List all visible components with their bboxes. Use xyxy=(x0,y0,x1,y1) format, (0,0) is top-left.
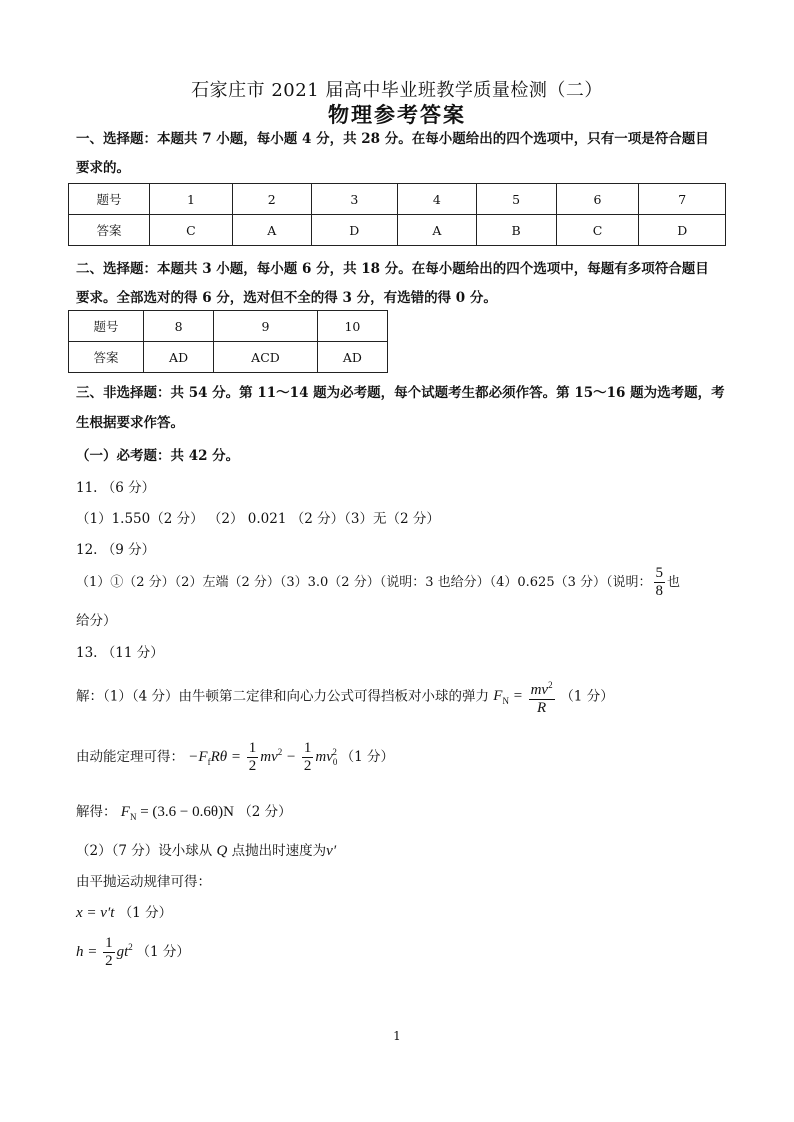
q13-solution-line1 xyxy=(76,677,614,717)
answer-cell: D xyxy=(311,215,397,246)
result-expression: = (3.6 − 0.6θ)N xyxy=(140,804,234,820)
question-number-cell: 2 xyxy=(232,184,311,215)
table-row xyxy=(69,342,388,373)
q12-answer-text: （1）①（2 分）（2）左端（2 分）（3）3.0（2 分）（说明：3 也给分）（4）0.625（3 分）（说明： xyxy=(76,575,652,590)
q13-heading: 13. （11 分） xyxy=(76,645,164,661)
point-q-symbol: Q xyxy=(216,843,228,859)
table-header-cell: 答案 xyxy=(69,215,150,246)
answer-cell: C xyxy=(150,215,233,246)
question-number-cell: 5 xyxy=(476,184,556,215)
q13-l7-score: （1 分） xyxy=(136,943,190,960)
fraction-numerator: $mv^2$ xyxy=(529,677,555,700)
table-header-cell: 题号 xyxy=(69,184,150,215)
table-header-cell: 答案 xyxy=(69,342,144,373)
section2-answer-table xyxy=(68,310,388,373)
question-number-cell: 8 xyxy=(144,311,214,342)
q11-answer: （1）1.550（2 分） （2） 0.021 （2 分）（3）无（2 分） xyxy=(76,511,440,527)
answer-cell: A xyxy=(398,215,477,246)
fraction-one-half: $\frac{1}{2}$ xyxy=(248,740,257,774)
normal-force-formula: $F_N$ = $\frac{mv^2}{R}$ xyxy=(493,688,560,704)
section1-instruction-line1: 一、选择题：本题共 7 小题，每小题 4 分，共 28 分。在每小题给出的四个选项中，只有一项是符合题目 xyxy=(76,131,709,147)
answer-cell: C xyxy=(556,215,639,246)
table-row xyxy=(69,311,388,342)
question-number-cell: 1 xyxy=(150,184,233,215)
q13-solution-line4 xyxy=(76,839,336,860)
q13-solution-line2 xyxy=(76,740,394,775)
fraction-one-half: $\frac{1}{2}$ xyxy=(303,740,312,774)
page-number: 1 xyxy=(393,1029,401,1043)
question-number-cell: 3 xyxy=(311,184,397,215)
question-number-cell: 10 xyxy=(317,311,387,342)
fraction-denominator: 8 xyxy=(655,583,663,599)
table-row xyxy=(69,184,726,215)
section3-instruction-line1: 三、非选择题：共 54 分。第 11～14 题为必考题，每个试题考生都必须作答。第 15～16 题为选考题，考 xyxy=(76,385,725,401)
answer-cell: AD xyxy=(144,342,214,373)
q12-answer-line2: 给分） xyxy=(76,613,117,629)
q13-l1-score: （1 分） xyxy=(560,688,614,705)
numerator-mv: mv xyxy=(530,682,549,698)
fraction-mv2-over-r xyxy=(529,677,555,717)
fraction-denominator: R xyxy=(536,700,547,716)
section2-instruction-line2: 要求。全部选对的得 6 分，选对但不全的得 3 分，有选错的得 0 分。 xyxy=(76,290,497,306)
section3-instruction-line2: 生根据要求作答。 xyxy=(76,415,184,431)
section3-required-heading: （一）必考题：共 42 分。 xyxy=(76,448,240,464)
section2-instruction-line1: 二、选择题：本题共 3 小题，每小题 6 分，共 18 分。在每小题给出的四个选项中，每题有多项符合题目 xyxy=(76,261,709,277)
q13-solution-line5: 由平抛运动规律可得： xyxy=(76,874,211,890)
q12-heading: 12. （9 分） xyxy=(76,542,156,558)
fraction-five-eighths xyxy=(654,565,666,600)
subscript-n: N xyxy=(502,696,509,707)
q13-l2-score: （1 分） xyxy=(340,748,395,765)
question-number-cell: 9 xyxy=(214,311,318,342)
q13-l4-text2: 点抛出时速度为 xyxy=(231,843,327,859)
symbol-f: F xyxy=(493,688,503,705)
question-number-cell: 4 xyxy=(398,184,477,215)
section1-instruction-line2: 要求的。 xyxy=(76,160,130,176)
table-row xyxy=(69,215,726,246)
vertical-displacement-formula: h = $\frac{1}{2}$ $gt^2$ xyxy=(76,935,133,969)
q13-l6-score: （1 分） xyxy=(118,905,173,921)
fraction-one-half: $\frac{1}{2}$ xyxy=(105,935,113,969)
table-header-cell: 题号 xyxy=(69,311,144,342)
exam-title: 石家庄市 2021 届高中毕业班教学质量检测（二） xyxy=(191,80,603,101)
answer-cell: ACD xyxy=(214,342,318,373)
q12-answer-tail: 也 xyxy=(667,575,681,590)
fraction-numerator: 5 xyxy=(655,565,663,581)
q13-solution-line3 xyxy=(76,800,292,822)
answer-cell: AD xyxy=(317,342,387,373)
q13-solution-line6 xyxy=(76,901,172,922)
energy-theorem-formula: $-F_fR\theta$ = $\frac{1}{2}$ $mv^2$ − $\frac{1}{2}$ $mv_0^2$ xyxy=(188,740,338,774)
q11-heading: 11. （6 分） xyxy=(76,480,156,496)
q13-l4-text: （2）（7 分）设小球从 xyxy=(76,843,213,859)
answer-cell: B xyxy=(476,215,556,246)
answer-cell: D xyxy=(639,215,726,246)
velocity-symbol: v′ xyxy=(326,843,337,859)
question-number-cell: 6 xyxy=(556,184,639,215)
q13-l2-text: 由动能定理可得： xyxy=(76,748,184,765)
q13-l3-score: （2 分） xyxy=(238,804,292,820)
q13-solution-line7 xyxy=(76,935,190,970)
q12-answer xyxy=(76,565,680,600)
section1-answer-table xyxy=(68,183,726,246)
normal-force-result: $F_N = (3.6 - 0.6\theta)N$ xyxy=(120,804,234,822)
document-subtitle: 物理参考答案 xyxy=(328,102,466,127)
question-number-cell: 7 xyxy=(639,184,726,215)
horizontal-displacement-formula: x = v′t xyxy=(76,905,115,921)
q13-l1-text: 解：（1）（4 分）由牛顿第二定律和向心力公式可得挡板对小球的弹力 xyxy=(76,688,489,705)
answer-cell: A xyxy=(232,215,311,246)
q13-l3-text: 解得： xyxy=(76,804,117,820)
